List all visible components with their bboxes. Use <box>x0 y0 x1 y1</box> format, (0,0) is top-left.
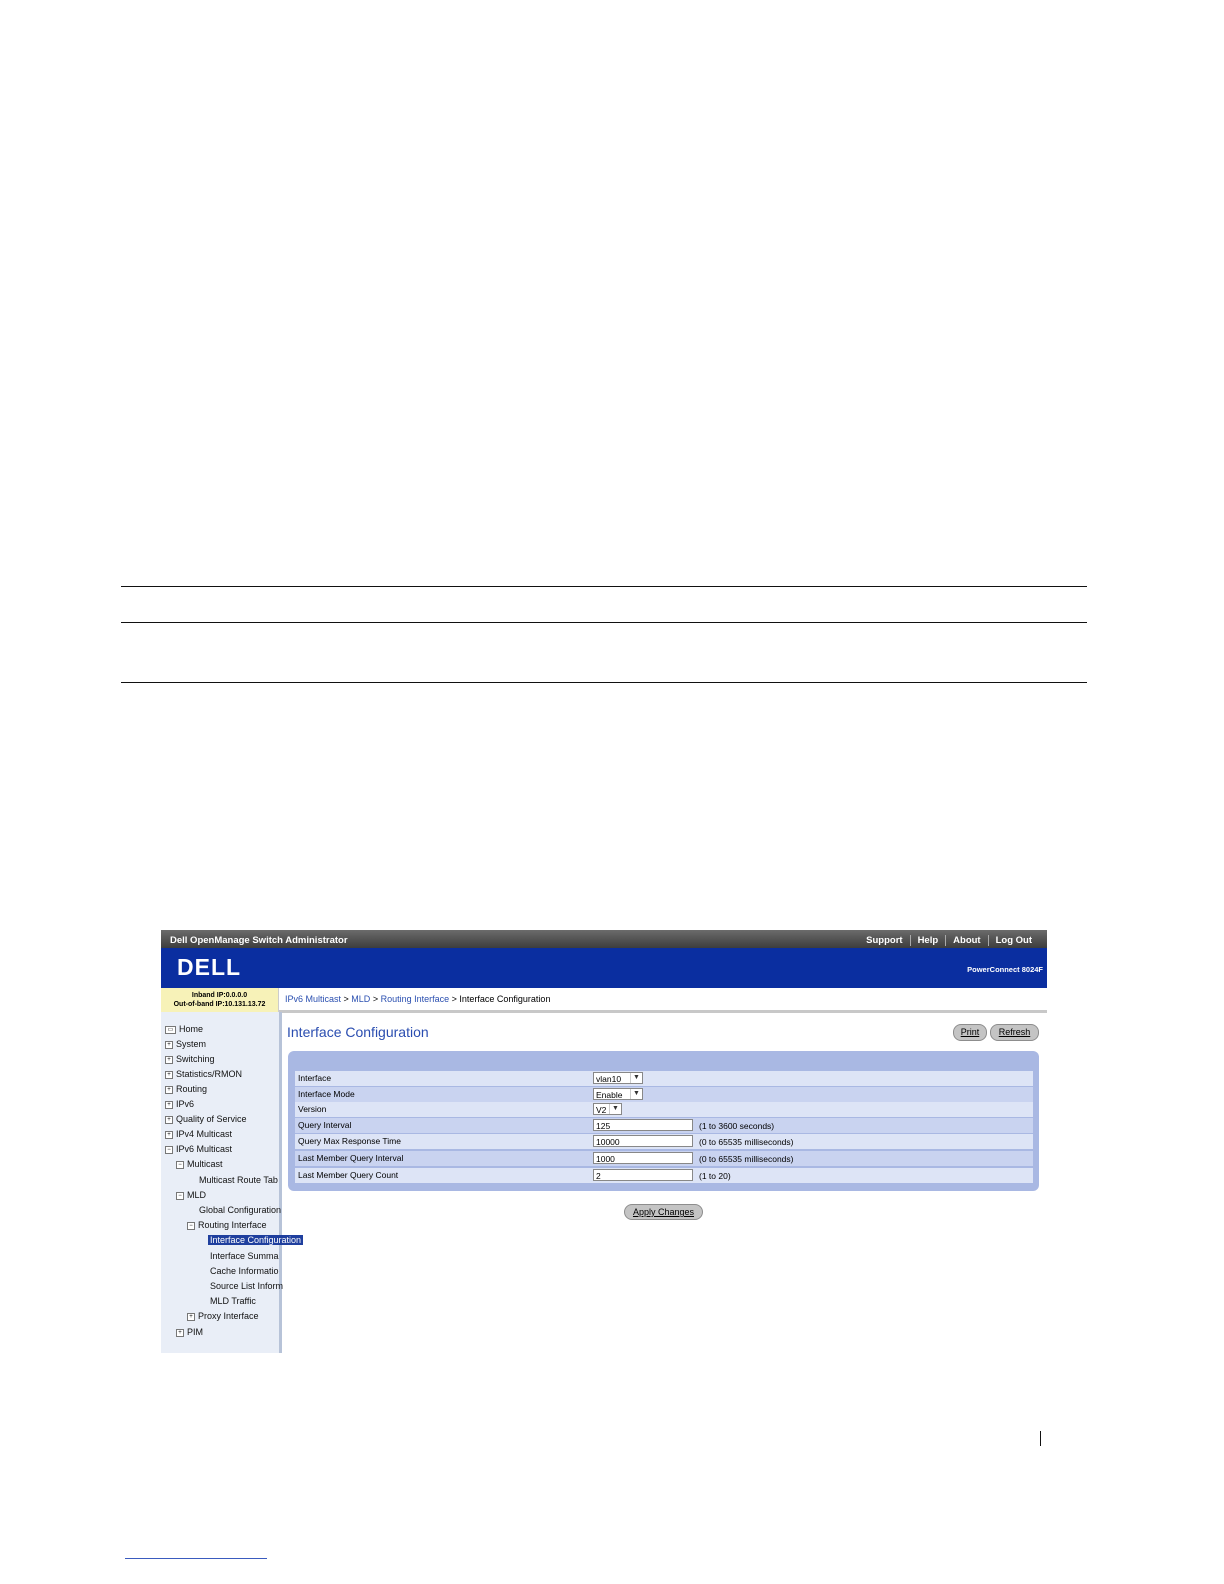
interface-mode-select[interactable] <box>593 1088 643 1100</box>
version-value: V2 <box>596 1105 607 1115</box>
interface-select[interactable] <box>593 1072 643 1084</box>
page-rule-top <box>121 586 1087 587</box>
collapse-icon[interactable]: − <box>176 1192 184 1200</box>
switch-admin-screenshot <box>161 930 1047 1353</box>
expand-icon[interactable]: + <box>165 1101 173 1109</box>
nav-item-label: Interface Configuration <box>210 1235 302 1245</box>
inband-ip: Inband IP:0.0.0.0 <box>191 992 248 999</box>
nav-item-label: Global Configuration <box>199 1205 282 1215</box>
interface-mode-label: Interface Mode <box>298 1089 355 1099</box>
out-of-band-ip: Out-of-band IP:10.131.13.72 <box>173 1001 266 1008</box>
chevron-down-icon: ▼ <box>630 1073 642 1083</box>
header-links <box>859 935 1039 946</box>
support-link[interactable]: Support <box>866 935 903 946</box>
row-interface <box>295 1071 1033 1086</box>
nav-item-quality-of-service[interactable] <box>165 1114 247 1124</box>
nav-item-label: Routing <box>176 1084 208 1094</box>
navigation-tree <box>161 1012 302 1353</box>
expand-icon[interactable]: + <box>165 1041 173 1049</box>
config-panel <box>288 1051 1039 1191</box>
row-interface-mode <box>295 1087 1033 1102</box>
nav-item-label: Proxy Interface <box>198 1311 259 1321</box>
nav-item-interface-configuration[interactable] <box>208 1235 303 1245</box>
breadcrumb-current: Interface Configuration <box>459 994 551 1004</box>
nav-item-label: Source List Inform <box>210 1281 284 1291</box>
nav-item-routing-interface[interactable] <box>187 1220 267 1230</box>
breadcrumb-routing-interface[interactable]: Routing Interface <box>380 994 450 1004</box>
query-max-response-time-range: (0 to 65535 milliseconds) <box>699 1137 794 1147</box>
page-number-bar <box>1040 1431 1041 1446</box>
page-rule-bottom <box>121 682 1087 683</box>
nav-item-routing[interactable] <box>165 1084 207 1094</box>
nav-item-ipv6[interactable] <box>165 1099 194 1109</box>
nav-item-label: MLD <box>187 1190 207 1200</box>
logout-link[interactable]: Log Out <box>988 935 1039 946</box>
nav-item-label: Home <box>179 1024 204 1034</box>
nav-item-pim[interactable] <box>176 1327 203 1337</box>
collapse-icon[interactable]: − <box>187 1222 195 1230</box>
row-query-max-response-time <box>295 1134 1033 1149</box>
nav-item-label: Switching <box>176 1054 215 1064</box>
query-interval-label: Query Interval <box>298 1120 352 1130</box>
nav-item-label: Interface Summa <box>210 1251 279 1261</box>
breadcrumb-separator: > <box>341 994 352 1004</box>
interface-label: Interface <box>298 1073 332 1083</box>
expand-icon[interactable]: + <box>165 1131 173 1139</box>
last-member-query-interval-range: (0 to 65535 milliseconds) <box>699 1154 794 1164</box>
nav-item-label: Quality of Service <box>176 1114 247 1124</box>
apply-changes-button[interactable]: Apply Changes <box>624 1204 703 1220</box>
page-rule-middle <box>121 622 1087 623</box>
dell-logo: DELL <box>177 954 242 980</box>
last-member-query-count-range: (1 to 20) <box>699 1171 731 1181</box>
breadcrumb-mld[interactable]: MLD <box>351 994 371 1004</box>
row-query-interval <box>295 1118 1033 1133</box>
chevron-down-icon: ▼ <box>630 1089 642 1099</box>
page-title: Interface Configuration <box>287 1024 429 1040</box>
nav-item-switching[interactable] <box>165 1054 215 1064</box>
row-last-member-query-interval <box>295 1151 1033 1166</box>
expand-icon[interactable]: + <box>165 1086 173 1094</box>
interface-mode-value: Enable <box>596 1090 623 1100</box>
nav-item-ipv4-multicast[interactable] <box>165 1129 232 1139</box>
nav-item-label: PIM <box>187 1327 204 1337</box>
nav-item-label: Multicast <box>187 1159 223 1169</box>
nav-item-system[interactable] <box>165 1039 206 1049</box>
expand-icon[interactable]: + <box>165 1056 173 1064</box>
home-icon: ▭ <box>165 1026 176 1034</box>
model-name: PowerConnect 8024F <box>967 965 1043 974</box>
nav-item-label: Cache Informatio <box>210 1266 279 1276</box>
collapse-icon[interactable]: − <box>176 1161 184 1169</box>
breadcrumb-separator: > <box>449 994 460 1004</box>
chevron-down-icon: ▼ <box>609 1104 621 1114</box>
query-interval-input[interactable]: 125 <box>593 1119 693 1131</box>
ip-info-box <box>161 988 279 1012</box>
expand-icon[interactable]: + <box>187 1313 195 1321</box>
nav-item-cache-information[interactable] <box>210 1266 279 1276</box>
last-member-query-count-input[interactable]: 2 <box>593 1169 693 1181</box>
about-link[interactable]: About <box>945 935 987 946</box>
nav-item-interface-summary[interactable] <box>210 1251 279 1261</box>
nav-item-multicast-route-table[interactable] <box>199 1175 278 1185</box>
help-link[interactable]: Help <box>910 935 946 946</box>
nav-item-label: IPv6 Multicast <box>176 1144 233 1154</box>
nav-item-label: Statistics/RMON <box>176 1069 243 1079</box>
nav-item-multicast[interactable] <box>176 1159 223 1169</box>
version-label: Version <box>298 1104 327 1114</box>
nav-item-label: Routing Interface <box>198 1220 267 1230</box>
last-member-query-interval-input[interactable]: 1000 <box>593 1152 693 1164</box>
nav-item-global-configuration[interactable] <box>199 1205 281 1215</box>
last-member-query-count-label: Last Member Query Count <box>298 1170 399 1180</box>
nav-item-label: System <box>176 1039 207 1049</box>
breadcrumb-ipv6-multicast[interactable]: IPv6 Multicast <box>285 994 342 1004</box>
app-title: Dell OpenManage Switch Administrator <box>170 935 348 946</box>
interface-value: vlan10 <box>596 1074 622 1084</box>
nav-item-home[interactable] <box>165 1024 203 1034</box>
query-max-response-time-label: Query Max Response Time <box>298 1136 401 1146</box>
query-max-response-time-input[interactable]: 10000 <box>593 1135 693 1147</box>
version-select[interactable] <box>593 1103 622 1115</box>
nav-item-ipv6-multicast[interactable] <box>165 1144 232 1154</box>
nav-item-source-list-information[interactable] <box>210 1281 283 1291</box>
nav-item-label: Multicast Route Tab <box>199 1175 278 1185</box>
query-interval-range: (1 to 3600 seconds) <box>699 1121 775 1131</box>
nav-item-label: IPv6 <box>176 1099 195 1109</box>
breadcrumb <box>285 994 550 1004</box>
top-bar <box>161 930 1047 948</box>
print-button[interactable]: Print <box>953 1024 987 1041</box>
expand-icon[interactable]: + <box>165 1071 173 1079</box>
nav-item-mld-traffic[interactable] <box>210 1296 256 1306</box>
brand-banner <box>161 948 1047 988</box>
last-member-query-interval-label: Last Member Query Interval <box>298 1153 404 1163</box>
row-last-member-query-count <box>295 1168 1033 1183</box>
refresh-button[interactable]: Refresh <box>990 1024 1039 1041</box>
breadcrumb-separator: > <box>370 994 381 1004</box>
nav-item-proxy-interface[interactable] <box>187 1311 259 1321</box>
header-separator <box>279 1010 1047 1013</box>
row-version <box>295 1102 1033 1117</box>
nav-item-label: MLD Traffic <box>210 1296 256 1306</box>
expand-icon[interactable]: + <box>176 1329 184 1337</box>
expand-icon[interactable]: + <box>165 1116 173 1124</box>
nav-item-label: IPv4 Multicast <box>176 1129 233 1139</box>
collapse-icon[interactable]: − <box>165 1146 173 1154</box>
nav-item-statistics-rmon[interactable] <box>165 1069 242 1079</box>
nav-item-mld[interactable] <box>176 1190 206 1200</box>
footer-line <box>125 1558 267 1559</box>
